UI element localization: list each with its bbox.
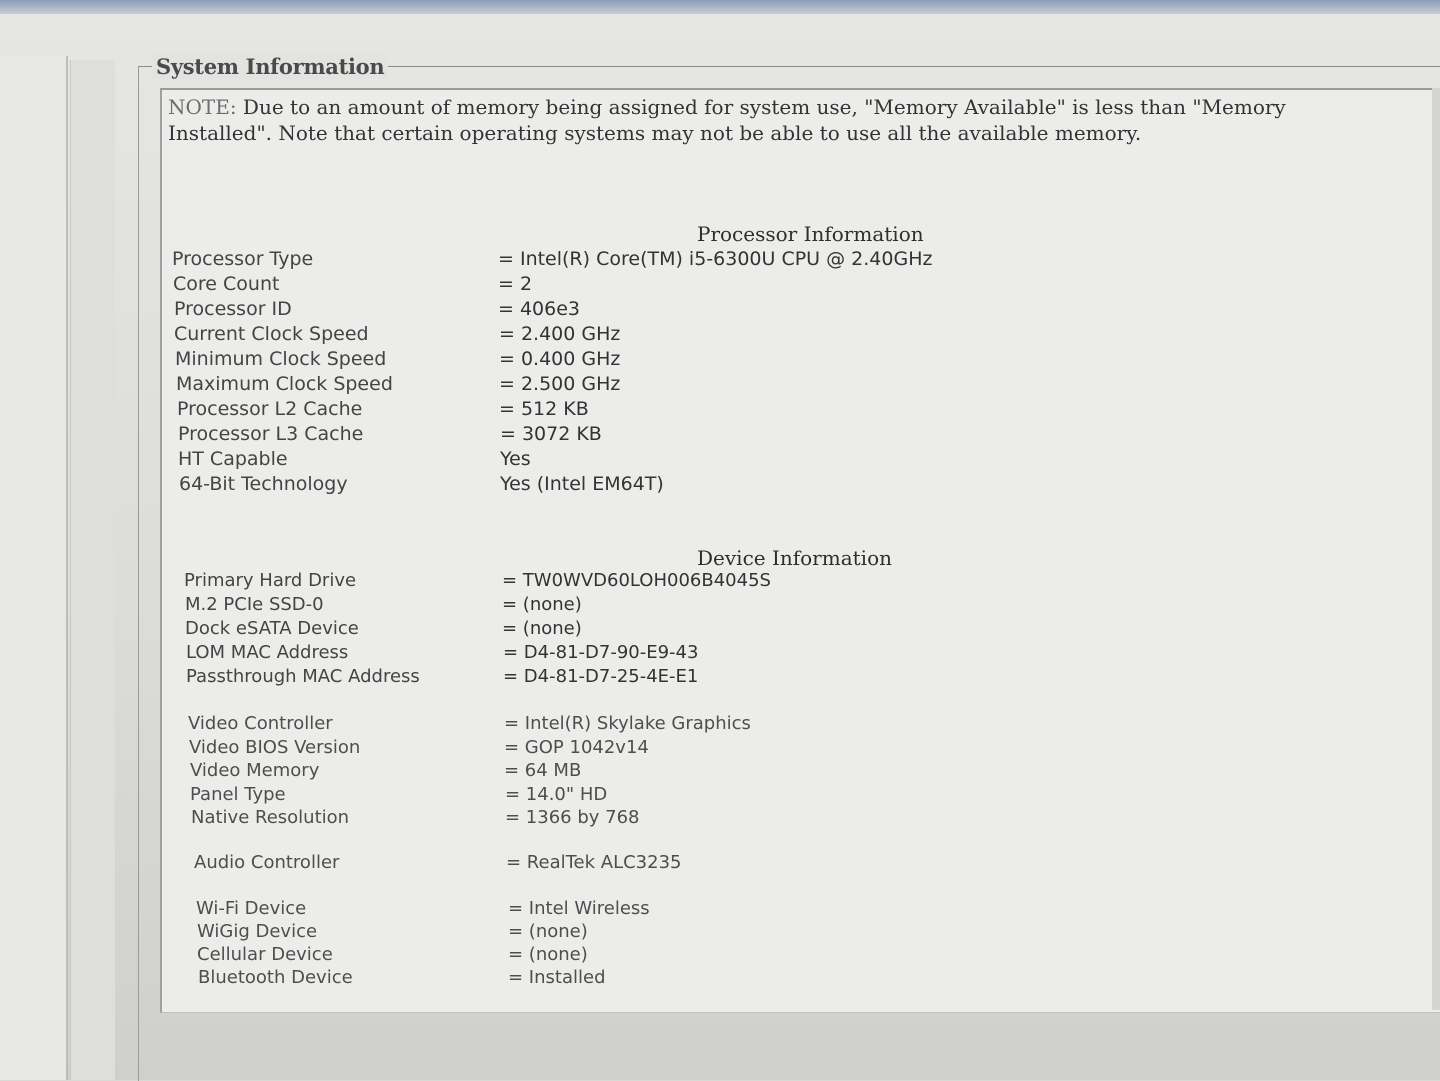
info-label: Minimum Clock Speed [175,348,387,370]
settings-tree-pane[interactable] [0,56,68,1080]
info-value: = D4-81-D7-90-E9-43 [503,642,699,663]
info-row [196,898,1096,921]
info-row [184,618,1084,642]
info-row [184,666,1084,690]
info-row [172,248,1072,273]
info-label: M.2 PCIe SSD-0 [185,594,324,615]
info-value: = 3072 KB [500,423,602,445]
info-row [188,807,1088,831]
top-title-strip [0,0,1440,14]
info-value: = 512 KB [499,398,589,420]
info-label: Bluetooth Device [198,967,353,988]
info-label: Cellular Device [197,944,333,965]
processor-info-list [172,248,1072,498]
info-value: = TW0WVD60LOH006B4045S [502,570,771,591]
info-label: Panel Type [190,783,286,805]
info-row [172,298,1072,323]
info-value: = (none) [508,944,588,965]
info-label: Maximum Clock Speed [176,373,393,395]
info-row [188,760,1088,784]
device-information-title: Device Information [697,546,892,570]
settings-tree-inner [70,60,115,1080]
info-row [172,448,1072,473]
info-label: Wi-Fi Device [196,898,307,919]
info-row [172,323,1072,348]
info-value: = Intel(R) Core(TM) i5-6300U CPU @ 2.40GHz [498,248,933,270]
info-value: = 0.400 GHz [499,348,621,370]
info-label: Video Controller [188,713,333,734]
note-prefix: NOTE: [168,95,237,119]
info-label: Primary Hard Drive [184,570,357,591]
info-value: = RealTek ALC3235 [506,852,682,873]
info-value: = 14.0" HD [505,783,608,805]
wireless-info-list [196,898,1096,990]
info-row [172,423,1072,448]
info-label: Video Memory [190,760,320,781]
info-value: = 1366 by 768 [505,807,640,828]
info-label: HT Capable [178,448,288,470]
info-row [172,348,1072,373]
info-label: Processor L3 Cache [178,423,364,445]
info-value: = GOP 1042v14 [504,736,649,758]
memory-note [168,94,1328,146]
info-row [196,944,1096,967]
video-info-list [188,713,1088,831]
info-row [172,473,1072,498]
info-value: Yes [500,448,531,470]
info-value: = 2.400 GHz [499,323,621,345]
info-row [172,273,1072,298]
info-row [196,967,1096,990]
info-value: = (none) [502,618,582,639]
info-row [188,737,1088,761]
info-value: = 64 MB [504,760,582,781]
info-label: 64-Bit Technology [179,473,348,495]
info-row [196,921,1096,944]
device-info-list [184,570,1084,690]
audio-info-list [194,852,1094,877]
info-row [188,713,1088,737]
info-row [184,570,1084,594]
info-row [188,784,1088,808]
info-row [194,852,1094,877]
info-label: Current Clock Speed [174,323,369,345]
processor-information-title: Processor Information [697,222,924,246]
info-label: Processor Type [172,248,314,270]
info-label: Video BIOS Version [189,736,361,758]
note-text: Due to an amount of memory being assigned for system use, "Memory Available" is less than "Memory Installed". Note that certain operating systems may not be able to use all the available memory. [168,95,1286,145]
info-label: LOM MAC Address [186,642,349,663]
info-value: = Intel(R) Skylake Graphics [504,713,751,734]
info-label: Native Resolution [191,807,350,828]
info-value: = Intel Wireless [508,898,650,919]
info-row [184,642,1084,666]
info-label: Processor L2 Cache [177,398,363,420]
info-value: Yes (Intel EM64T) [500,473,664,495]
info-value: = (none) [508,921,588,942]
info-row [172,373,1072,398]
group-title: System Information [152,54,388,79]
scrollbar[interactable] [1432,88,1440,1010]
info-value: = Installed [508,967,606,988]
info-label: Dock eSATA Device [185,618,359,639]
info-row [184,594,1084,618]
info-value: = (none) [502,594,582,615]
info-label: Passthrough MAC Address [186,666,420,687]
info-label: WiGig Device [197,921,318,942]
info-label: Processor ID [174,298,292,320]
info-value: = 406e3 [498,298,581,320]
info-value: = 2.500 GHz [499,373,621,395]
info-value: = D4-81-D7-25-4E-E1 [503,666,699,687]
info-label: Audio Controller [194,852,340,873]
info-row [172,398,1072,423]
info-value: = 2 [498,273,533,295]
info-label: Core Count [173,273,280,295]
